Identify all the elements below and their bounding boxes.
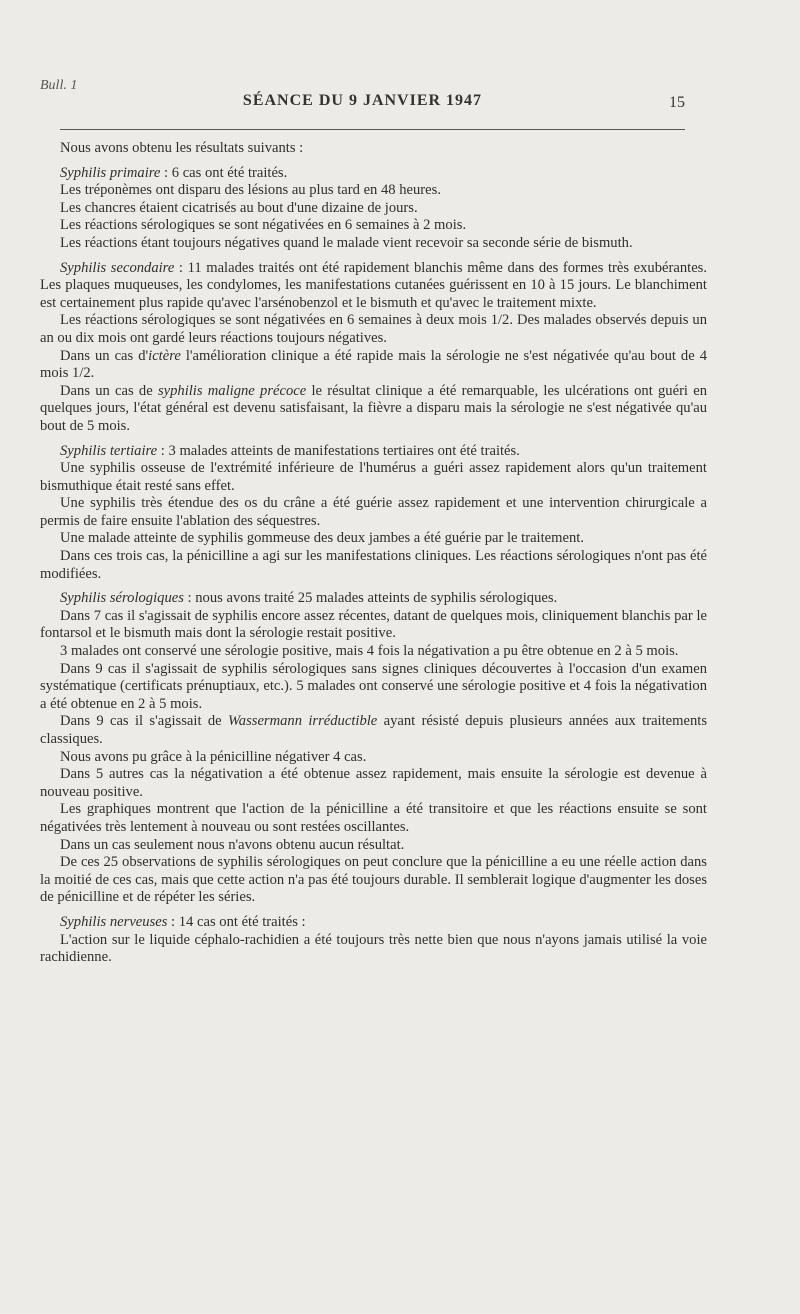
paragraph-text: Nous avons pu grâce à la pénicilline négativer 4 cas. [60,748,367,765]
paragraph [40,854,707,907]
paragraph-text: Les chancres étaient cicatrisés au bout d'une dizaine de jours. [60,199,418,216]
header-rule [60,129,685,130]
paragraph-text: Les graphiques montrent que l'action de la pénicilline a été transitoire et que les réactions ensuite se sont négativées très lentement à nouveau ou sont restées oscillantes. [40,801,707,835]
paragraph-text: 3 malades ont conservé une sérologie positive, mais 4 fois la négativation a pu être obtenue en 2 à 5 mois. [60,643,679,660]
paragraph-text: Les réactions étant toujours négatives quand le malade vient recevoir sa seconde série de bismuth. [60,234,633,251]
paragraph-text: Dans un cas seulement nous n'avons obtenu aucun résultat. [60,836,405,853]
emphasis: Wassermann irréductible [227,713,378,730]
paragraph [40,495,707,530]
section-heading: Syphilis nerveuses [60,913,168,930]
paragraph-text: Une malade atteinte de syphilis gommeuse des deux jambes a été guérie par le traitement. [60,530,584,547]
paragraph [40,348,707,383]
paragraph [40,217,707,235]
page-number: 15 [669,94,685,111]
paragraph-text: Dans 9 cas il s'agissait de syphilis sérologiques sans signes cliniques découvertes à l'occasion d'un examen systématique (certificats prénuptiaux, etc.). 5 malades ont conservé une sérologie positive et 4 fois la négativation a été obtenue en 2 à 5 mois. [40,660,707,712]
paragraph [40,235,707,253]
paragraph [40,200,707,218]
paragraph-lead: Dans 9 cas il s'agissait de [60,713,228,730]
paragraph [40,460,707,495]
paragraph [40,548,707,583]
paragraph [40,766,707,801]
paragraph-text: De ces 25 observations de syphilis sérologiques on peut conclure que la pénicilline a eu une réelle action dans la moitié de ces cas, mais que cette action n'a pas été toujours durable. Il semblerait logique d'augmenter les doses de pénicilline et de répéter les séries. [40,854,707,906]
paragraph-text: Les réactions sérologiques se sont négativées en 6 semaines à deux mois 1/2. Des malades observés depuis un an ou dix mois ont gardé leurs réactions toujours négatives. [40,312,707,346]
running-head [40,76,685,116]
body-text [40,140,707,967]
paragraph-text: : 11 malades traités ont été rapidement blanchis même dans des formes très exubérantes. Les plaques muqueuses, les condylomes, les manifestations cutanées guérissent en 10 à 15 jours. Le blanchiment est certainement plus rapide qu'avec l'arsénobenzol et le bismuth et qu'avec le traitement mixte. [40,259,708,311]
emphasis: ictère [148,347,181,364]
paragraph [40,383,707,436]
paragraph [40,801,707,836]
paragraph [40,140,707,158]
section-heading: Syphilis tertiaire [60,442,158,459]
paragraph-lead: Dans un cas de [60,382,158,399]
paragraph-text: Dans 5 autres cas la négativation a été obtenue assez rapidement, mais ensuite la sérologie est devenue à nouveau positive. [40,766,707,800]
section-heading: Syphilis primaire [60,164,161,181]
section-paragraph [40,165,707,183]
paragraph-text: Une syphilis très étendue des os du crâne a été guérie assez rapidement et une intervention chirurgicale a permis de faire ensuite l'ablation des séquestres. [40,495,707,529]
paragraph-text: Les réactions sérologiques se sont négativées en 6 semaines à 2 mois. [60,217,467,234]
paragraph-text: l'amélioration clinique a été rapide mais la sérologie ne s'est négativée qu'au bout de 4 mois 1/2. [40,347,707,382]
paragraph-text: Nous avons obtenu les résultats suivants : [60,140,304,156]
paragraph-text: : 14 cas ont été traités : [167,913,306,930]
section-heading: Syphilis secondaire [60,259,175,276]
bulletin-mark: Bull. 1 [40,78,78,93]
section-paragraph [40,590,707,608]
paragraph-text: Dans 7 cas il s'agissait de syphilis encore assez récentes, datant de quelques mois, cliniquement blanchis par le fontarsol et le bismuth mais dont la sérologie restait positive. [40,607,707,642]
section-paragraph [40,914,707,932]
paragraph [40,661,707,714]
emphasis: syphilis maligne précoce [157,382,307,399]
paragraph-text: L'action sur le liquide céphalo-rachidien a été toujours très nette bien que nous n'ayons jamais utilisé la voie rachidienne. [40,931,707,966]
paragraph-lead: Dans un cas d' [60,347,149,364]
paragraph-text: : nous avons traité 25 malades atteints de syphilis sérologiques. [183,590,558,607]
paragraph-text: ayant résisté depuis plusieurs années aux traitements classiques. [40,713,708,747]
section-paragraph [40,443,707,461]
paragraph [40,530,707,548]
paragraph [40,713,707,748]
paragraph-text: Une syphilis osseuse de l'extrémité inférieure de l'humérus a guéri assez rapidement alors qu'un traitement bismuthique était resté sans effet. [40,460,707,494]
paragraph-text: : 6 cas ont été traités. [160,164,288,181]
paragraph-text: Dans ces trois cas, la pénicilline a agi sur les manifestations cliniques. Les réactions sérologiques n'ont pas été modifiées. [40,548,707,582]
paragraph [40,608,707,643]
paragraph [40,182,707,200]
page-title: SÉANCE DU 9 JANVIER 1947 [242,92,483,109]
paragraph [40,643,707,661]
paragraph [40,837,707,855]
paragraph [40,932,707,967]
paragraph-text: : 3 malades atteints de manifestations tertiaires ont été traités. [157,442,520,459]
paragraph-text: Les tréponèmes ont disparu des lésions au plus tard en 48 heures. [60,182,441,199]
paragraph-text: le résultat clinique a été remarquable, les ulcérations ont guéri en quelques jours, l'état général est devenu satisfaisant, la fièvre a disparu mais la sérologie ne s'est négativée qu'au bout de 5 mois. [40,382,707,434]
paragraph [40,312,707,347]
section-heading: Syphilis sérologiques [60,590,184,607]
paragraph [40,749,707,767]
section-paragraph [40,260,707,313]
